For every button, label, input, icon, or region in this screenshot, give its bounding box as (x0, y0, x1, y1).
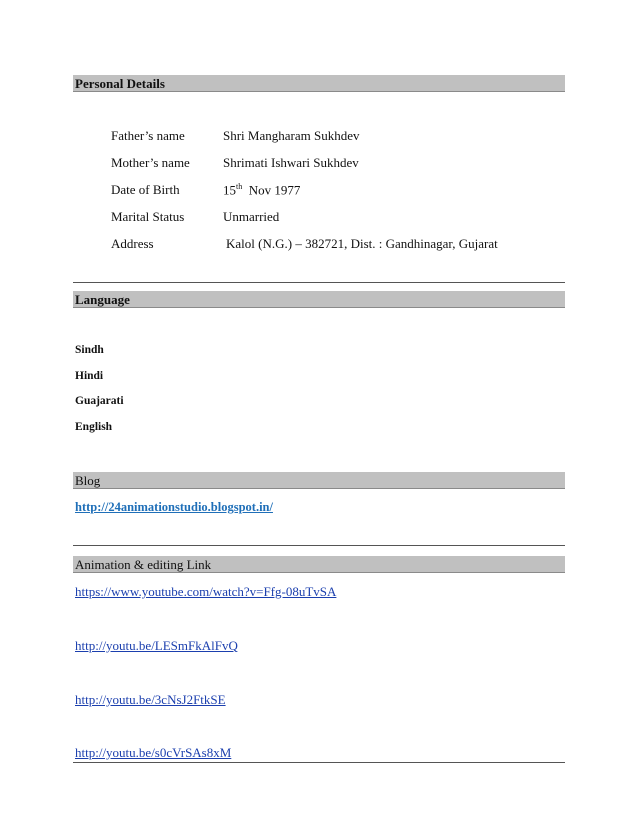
animation-link[interactable]: http://youtu.be/s0cVrSAs8xM (75, 745, 232, 760)
marital-status-value: Unmarried (223, 209, 280, 224)
dob-month-year: Nov 1977 (248, 182, 301, 198)
language-item: English (75, 421, 113, 433)
date-of-birth-label: Date of Birth (111, 182, 180, 197)
blog-heading: Blog (73, 472, 565, 489)
divider (73, 282, 565, 283)
marital-status-label: Marital Status (111, 209, 185, 224)
blog-link[interactable]: http://24animationstudio.blogspot.in/ (75, 500, 273, 514)
dob-suffix: th (236, 182, 243, 191)
date-of-birth-value (223, 182, 300, 198)
animation-link[interactable]: https://www.youtube.com/watch?v=Ffg-08uTvSA (75, 584, 337, 599)
divider (73, 762, 565, 763)
mothers-name-value: Shrimati Ishwari Sukhdev (223, 155, 359, 170)
animation-links-heading: Animation & editing Link (73, 556, 565, 573)
language-item: Sindh (75, 344, 104, 356)
fathers-name-value: Shri Mangharam Sukhdev (223, 128, 360, 143)
language-heading: Language (73, 291, 565, 308)
language-item: Hindi (75, 370, 104, 382)
divider (73, 545, 565, 546)
animation-link[interactable]: http://youtu.be/LESmFkAlFvQ (75, 638, 238, 653)
animation-link[interactable]: http://youtu.be/3cNsJ2FtkSE (75, 692, 226, 707)
fathers-name-label: Father’s name (111, 128, 185, 143)
mothers-name-label: Mother’s name (111, 155, 190, 170)
address-value: Kalol (N.G.) – 382721, Dist. : Gandhinagar, Gujarat (226, 236, 498, 251)
dob-day: 15 (223, 182, 236, 198)
address-label: Address (111, 236, 154, 251)
personal-details-heading: Personal Details (73, 75, 565, 92)
language-item: Guajarati (75, 395, 124, 407)
